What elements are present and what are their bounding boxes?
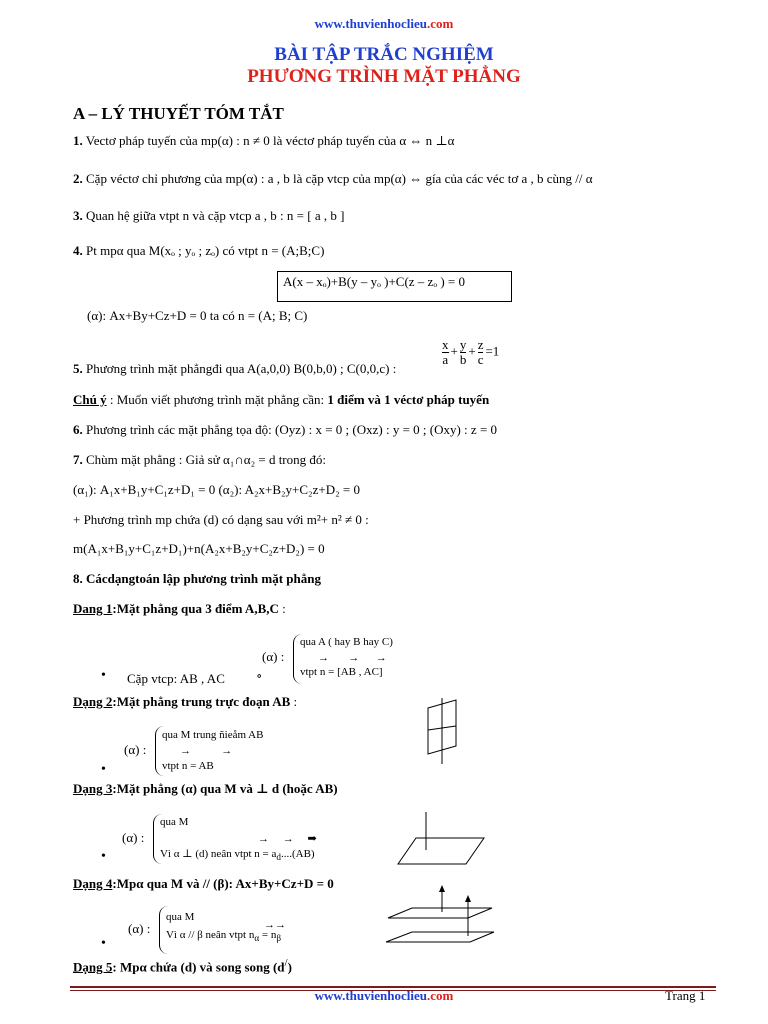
bullet: • (101, 936, 106, 951)
dang-4-arrows: →→ (264, 919, 286, 931)
footer-site-link[interactable] (0, 988, 768, 1004)
dang-4-sys-2: Vì α // β neân vtpt n (166, 929, 255, 941)
dang-4-sys-1: qua M (166, 911, 195, 923)
item-3 (73, 208, 344, 224)
dang-3-sys-2-sub: d (276, 852, 281, 863)
site-tld: .com (426, 16, 454, 31)
item-4-num: 4. (73, 243, 83, 258)
dang-4-text: :Mpα qua M và // (β): Ax+By+Cz+D = 0 (112, 876, 334, 891)
item-1-num: 1. (73, 133, 83, 148)
item-3-text: Quan hệ giữa vtpt n và cặp vtcp a , b : n = [ a , b ] (86, 208, 345, 223)
dang-4-label: Dạng 4 (73, 876, 113, 891)
dang-3-text: :Mặt phẳng (α) qua M và ⊥ d (hoặc AB) (112, 781, 338, 796)
item-1 (73, 133, 454, 149)
dang-1-label: Dang 1 (73, 601, 113, 616)
header-site-link[interactable] (0, 16, 768, 32)
dang-2-label: Dạng 2 (73, 694, 113, 709)
dang-2-heading (73, 694, 297, 710)
dang-1-text: :Mặt phẳng qua 3 điểm A,B,C (112, 601, 279, 616)
item-3-num: 3. (73, 208, 83, 223)
dang-4-sys-2-line (166, 929, 281, 943)
item-6-num: 6. (73, 422, 83, 437)
dang-3-heading (73, 781, 338, 797)
dang-3-label: Dạng 3 (73, 781, 113, 796)
dang-2-text: :Mặt phẳng trung trực đoạn AB (112, 694, 291, 709)
page-number: Trang 1 (665, 988, 706, 1003)
dang-1-arrows: → → → (318, 652, 387, 664)
item-7-condition: + Phương trình mp chứa (d) có dạng sau với m²+ n² ≠ 0 : (73, 512, 369, 527)
dang-2-tail: : (290, 694, 298, 709)
site-main: www.thuvienhoclieu (314, 16, 427, 31)
page-title-line2: PHƯƠNG TRÌNH MẶT PHẲNG (247, 66, 521, 87)
note-text: : Muốn viết phương trình mặt phẳng cần: (106, 392, 328, 407)
dang-5-text: : Mpα chứa (d) và song song (d (112, 959, 285, 975)
bullet: • (101, 849, 106, 864)
dang-1-sys-2: vtpt n = [AB , AC] (300, 666, 383, 678)
bullet: • (101, 762, 106, 777)
dang-5-sup: / (284, 957, 288, 969)
frac-eq: =1 (485, 343, 500, 359)
dang-4-sys-lhs: (α) : (128, 921, 151, 936)
item-7-text: Chùm mặt phẳng : Giả sử α₁∩α₂ = d trong đó: (86, 452, 326, 467)
item-1-text: Vectơ pháp tuyến của mp(α) : n ≠ 0 là véctơ pháp tuyến của α ⇔ n ⊥α (85, 133, 455, 148)
plus-2: + (468, 343, 476, 359)
item-7-planes: (α₁): A₁x+B₁y+C₁z+D₁ = 0 (α₂): A₂x+B₂y+C₂z+D₂ = 0 (73, 482, 360, 497)
item-7 (73, 452, 326, 468)
frac-a: a (442, 352, 449, 367)
dang-2-sys-1: qua M trung ñieåm AB (162, 729, 264, 741)
footer-site-tld: .com (426, 988, 454, 1003)
dang-1-vtcp: Cặp vtcp: AB , AC (127, 671, 225, 686)
dang-2-sys-lhs: (α) : (124, 742, 147, 757)
frac-c: c (477, 352, 484, 367)
item-2-num: 2. (73, 171, 83, 186)
dang-2-arrows: → → (180, 745, 233, 757)
bullet: • (101, 668, 106, 683)
note-bold: 1 điểm và 1 véctơ pháp tuyến (327, 392, 490, 407)
item-5-text: Phương trình mặt phẳngđi qua A(a,0,0) B(0,b,0) ; C(0,0,c) : (86, 361, 397, 376)
frac-b: b (459, 352, 467, 367)
plus-1: + (450, 343, 458, 359)
plane-normal-line-figure (396, 812, 486, 868)
item-8-text: Cácdạngtoán lập phương trình mặt phẳng (86, 571, 321, 586)
dang-3-sys-2: Vì α ⊥ (d) neân vtpt n = a (160, 848, 277, 860)
item-5 (73, 361, 396, 377)
dang-1-heading (73, 601, 286, 617)
item-7-num: 7. (73, 452, 83, 467)
dang-1-sys-lhs: (α) : (262, 649, 285, 664)
dang-3-sys-2-line (160, 847, 315, 862)
note-label: Chú ý (73, 392, 107, 407)
item-2-text: Cặp véctơ chỉ phương của mp(α) : a , b là cặp vtcp của mp(α) ⇔ gía của các véc tơ a , b cùng // α (86, 171, 593, 186)
item-4 (73, 243, 324, 259)
dang-5-end: ) (287, 959, 292, 975)
item-2 (73, 171, 593, 187)
parallel-planes-figure (384, 884, 496, 946)
dang-5-heading (73, 957, 292, 975)
item-7-pencil: m(A₁x+B₁y+C₁z+D₁)+n(A₂x+B₂y+C₂z+D₂) = 0 (73, 541, 325, 556)
item-4-text: Pt mpα qua M(xₒ ; yₒ ; zₒ) có vtpt n = (A;B;C) (86, 243, 325, 258)
dang-1-tail: : (278, 601, 286, 616)
formula-box-text: A(x – xₒ)+B(y – yₒ )+C(z – zₒ ) = 0 (283, 274, 465, 289)
perpendicular-plane-figure (418, 698, 466, 764)
footer-site-main: www.thuvienhoclieu (314, 988, 427, 1003)
dang-1-sys-1: qua A ( hay B hay C) (300, 636, 393, 648)
dang-3-arrows: → → ➡ (258, 833, 317, 845)
dang-4-sys-2-b: β (276, 933, 282, 944)
item-6 (73, 422, 497, 438)
page-title-line1: BÀI TẬP TRẮC NGHIỆM (274, 44, 494, 65)
item-8-num: 8. (73, 571, 83, 586)
frac-x: x (442, 337, 449, 352)
item-5-num: 5. (73, 361, 83, 376)
dang-4-heading (73, 876, 334, 892)
dang-3-sys-1: qua M (160, 816, 189, 828)
dang-3-sys-lhs: (α) : (122, 830, 145, 845)
frac-z: z (477, 337, 484, 352)
item-8 (73, 571, 321, 587)
dang-2-sys-2: vtpt n = AB (162, 760, 214, 772)
note (73, 392, 489, 408)
section-a-heading: A – LÝ THUYẾT TÓM TẮT (73, 104, 284, 123)
intercept-equation (440, 338, 499, 367)
frac-y: y (459, 337, 467, 352)
item-6-text: Phương trình các mặt phẳng tọa độ: (Oyz) : x = 0 ; (Oxz) : y = 0 ; (Oxy) : z = 0 (86, 422, 498, 437)
dang-5-label: Dạng 5 (73, 959, 113, 975)
dang-1-circle: ∘ (256, 668, 263, 683)
dang-4-sys-2-eq: = n (259, 929, 277, 941)
dang-3-sys-2-tail: ....(AB) (280, 848, 315, 860)
item-4-general: (α): Ax+By+Cz+D = 0 ta có n = (A; B; C) (87, 308, 308, 323)
dang-4-sys-2-a: α (254, 933, 260, 944)
